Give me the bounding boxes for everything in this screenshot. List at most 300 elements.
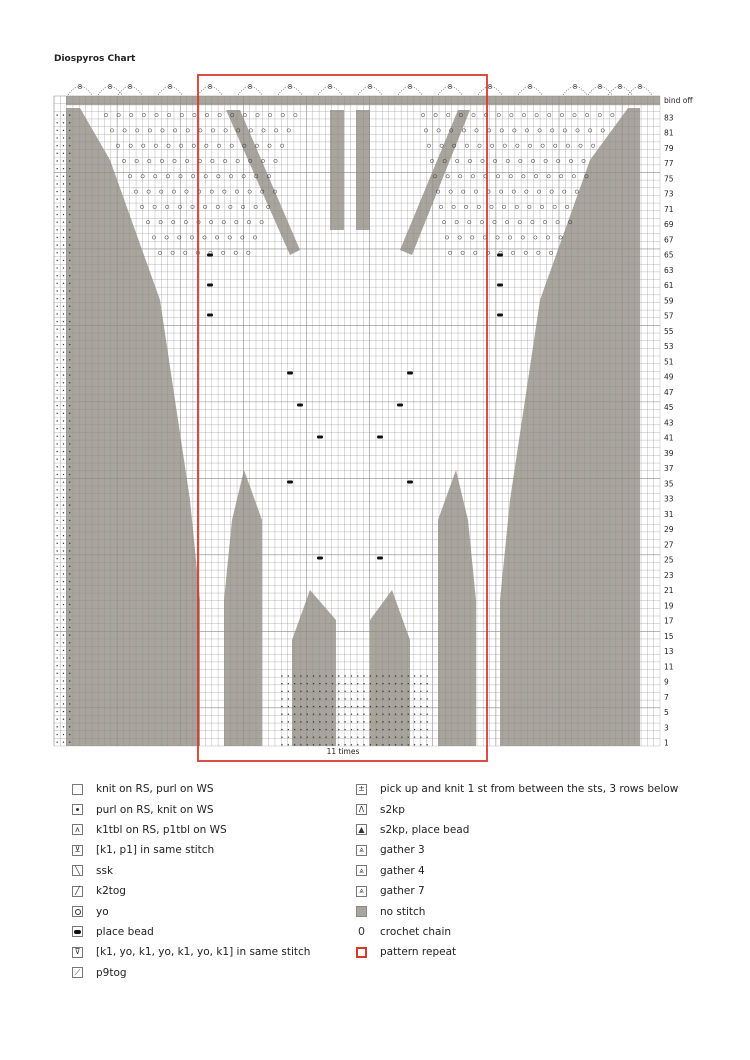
purl-stitch (63, 581, 64, 582)
purl-stitch (56, 711, 57, 712)
yo-stitch (211, 159, 214, 162)
yo-stitch (253, 236, 256, 239)
purl-stitch (281, 721, 282, 722)
purl-stitch (382, 714, 383, 715)
bead-stitch (377, 436, 383, 439)
yo-stitch (472, 113, 475, 116)
yo-stitch (446, 175, 449, 178)
purl-stitch (63, 168, 64, 169)
purl-stitch (313, 691, 314, 692)
no-stitch-left-wedge (66, 108, 200, 746)
purl-stitch (395, 691, 396, 692)
purl-stitch (426, 744, 427, 745)
purl-stitch (307, 683, 308, 684)
yo-stitch (167, 113, 170, 116)
purl-stitch (313, 683, 314, 684)
yo-stitch (515, 205, 518, 208)
legend-label: ssk (96, 864, 114, 877)
purl-stitch (63, 137, 64, 138)
purl-stitch (300, 675, 301, 676)
purl-stitch (288, 744, 289, 745)
purl-stitch (319, 729, 320, 730)
purl-stitch (69, 504, 70, 505)
purl-stitch (370, 698, 371, 699)
yo-stitch (465, 205, 468, 208)
purl-stitch (63, 344, 64, 345)
purl-stitch (63, 566, 64, 567)
legend-label: knit on RS, purl on WS (96, 783, 214, 796)
no-stitch-diagonal-2 (400, 110, 470, 255)
yo-stitch (154, 175, 157, 178)
purl-stitch (63, 634, 64, 635)
purl-stitch (69, 512, 70, 513)
purl-stitch (325, 714, 326, 715)
yo-stitch (461, 251, 464, 254)
purl-stitch (56, 244, 57, 245)
yo-stitch (205, 113, 208, 116)
purl-stitch (408, 691, 409, 692)
yo-stitch (591, 144, 594, 147)
purl-stitch (63, 489, 64, 490)
purl-stitch (63, 535, 64, 536)
purl-stitch (401, 706, 402, 707)
purl-stitch (63, 199, 64, 200)
yo-stitch (569, 159, 572, 162)
purl-stitch (357, 683, 358, 684)
yo-stitch (468, 220, 471, 223)
purl-stitch (426, 729, 427, 730)
purl-stitch (56, 520, 57, 521)
purl-stitch (414, 706, 415, 707)
purl-stitch (426, 691, 427, 692)
yo-stitch (437, 129, 440, 132)
yo-stitch (611, 113, 614, 116)
legend-label: k2tog (96, 885, 126, 898)
purl-stitch (69, 267, 70, 268)
purl-stitch (56, 443, 57, 444)
purl-stitch (63, 351, 64, 352)
purl-stitch (307, 721, 308, 722)
purl-stitch (382, 691, 383, 692)
crochet-chain-label: 8 (637, 83, 643, 91)
bead-stitch (287, 372, 293, 375)
purl-stitch (69, 535, 70, 536)
purl-stitch (325, 706, 326, 707)
yo-stitch (165, 236, 168, 239)
crochet-chain-label: 8 (487, 83, 493, 91)
yo-stitch (154, 144, 157, 147)
legend-label: pattern repeat (380, 946, 457, 959)
row-number: 63 (664, 265, 674, 275)
yo-stitch (513, 129, 516, 132)
purl-stitch (63, 512, 64, 513)
bead-stitch (317, 436, 323, 439)
yo-stitch (496, 236, 499, 239)
yo-stitch (135, 159, 138, 162)
yo-stitch (179, 144, 182, 147)
purl-stitch (69, 321, 70, 322)
purl-stitch (351, 691, 352, 692)
purl-stitch (281, 729, 282, 730)
purl-stitch (63, 336, 64, 337)
purl-stitch (69, 252, 70, 253)
purl-stitch (420, 698, 421, 699)
purl-stitch (414, 714, 415, 715)
purl-stitch (300, 744, 301, 745)
yo-stitch (535, 113, 538, 116)
row-number: 43 (664, 418, 674, 428)
purl-stitch (56, 673, 57, 674)
yo-stitch (236, 159, 239, 162)
row-number: 35 (664, 479, 674, 489)
purl-stitch (69, 428, 70, 429)
yo-stitch (241, 205, 244, 208)
legend-item (356, 881, 678, 901)
row-number: 1 (664, 738, 669, 748)
purl-stitch (63, 298, 64, 299)
purl-stitch (63, 466, 64, 467)
row-number: 75 (664, 174, 674, 184)
purl-stitch (63, 611, 64, 612)
yo-stitch (274, 159, 277, 162)
crochet-chain-label: 8 (407, 83, 413, 91)
yo-stitch (534, 175, 537, 178)
purl-stitch (389, 721, 390, 722)
row-number: 7 (664, 692, 669, 702)
yo-stitch (140, 205, 143, 208)
yo-stitch (192, 144, 195, 147)
yo-stitch (235, 220, 238, 223)
legend-item (72, 963, 310, 983)
purl-stitch (426, 714, 427, 715)
yo-stitch (130, 113, 133, 116)
yo-stitch (547, 175, 550, 178)
purl-stitch (63, 481, 64, 482)
purl-stitch (357, 736, 358, 737)
purl-stitch (408, 698, 409, 699)
yo-stitch (222, 220, 225, 223)
legend-label: pick up and knit 1 st from between the sts, 3 rows below (380, 783, 679, 796)
yo-stitch (116, 144, 119, 147)
purl-stitch (69, 329, 70, 330)
purl-stitch (370, 714, 371, 715)
row-number: 65 (664, 250, 674, 260)
purl-stitch (376, 683, 377, 684)
purl-stitch (389, 683, 390, 684)
purl-stitch (319, 691, 320, 692)
purl-stitch (63, 329, 64, 330)
legend-label: [k1, p1] in same stitch (96, 844, 215, 857)
purl-stitch (363, 744, 364, 745)
yo-stitch (178, 205, 181, 208)
legend-item (72, 840, 310, 860)
purl-stitch (56, 734, 57, 735)
purl-stitch (307, 706, 308, 707)
row-number: 79 (664, 143, 674, 153)
yo-stitch (548, 113, 551, 116)
purl-stitch (63, 267, 64, 268)
yo-stitch (522, 113, 525, 116)
purl-stitch (332, 736, 333, 737)
legend-label: s2kp, place bead (380, 823, 470, 836)
row-number: 37 (664, 464, 674, 474)
legend-item (356, 901, 678, 921)
purl-stitch (56, 466, 57, 467)
purl-stitch (63, 130, 64, 131)
purl-stitch (56, 114, 57, 115)
yo-stitch (268, 113, 271, 116)
yo-stitch (427, 144, 430, 147)
purl-stitch (56, 336, 57, 337)
yo-stitch (487, 129, 490, 132)
k2tog-icon: ╱ (72, 886, 83, 897)
yo-stitch (152, 236, 155, 239)
purl-stitch (56, 696, 57, 697)
purl-stitch (376, 675, 377, 676)
legend-item (72, 799, 310, 819)
purl-stitch (69, 650, 70, 651)
purl-stitch (408, 706, 409, 707)
row-number: 49 (664, 372, 674, 382)
row-label-bind-off: bind off (664, 96, 693, 105)
purl-stitch (63, 734, 64, 735)
bead-stitch (287, 481, 293, 484)
purl-stitch (332, 714, 333, 715)
row-number: 71 (664, 204, 674, 214)
yo-stitch (511, 251, 514, 254)
s2kp-bead-icon: ▲ (356, 824, 367, 835)
place-bead-icon (72, 926, 83, 937)
legend-item (356, 840, 678, 860)
legend-label: no stitch (380, 905, 426, 918)
yo-stitch (455, 220, 458, 223)
legend-label: yo (96, 905, 109, 918)
purl-stitch (300, 714, 301, 715)
yo-stitch (122, 159, 125, 162)
purl-stitch (56, 619, 57, 620)
purl-stitch (69, 696, 70, 697)
row-number: 21 (664, 586, 674, 596)
purl-stitch (63, 306, 64, 307)
purl-stitch (69, 199, 70, 200)
crochet-chain-icon: 0 (358, 925, 365, 939)
legend-label: gather 4 (380, 864, 425, 877)
purl-stitch (63, 237, 64, 238)
purl-stitch (313, 736, 314, 737)
yo-stitch (503, 144, 506, 147)
purl-stitch (389, 706, 390, 707)
purl-stitch (294, 736, 295, 737)
purl-stitch (69, 306, 70, 307)
purl-stitch (401, 698, 402, 699)
purl-stitch (69, 611, 70, 612)
yo-stitch (166, 175, 169, 178)
crochet-chain-label: 8 (367, 83, 373, 91)
purl-stitch (63, 176, 64, 177)
crochet-chain-label: 8 (572, 83, 578, 91)
purl-stitch (56, 558, 57, 559)
row-number: 81 (664, 128, 674, 138)
increase-7-icon: ⊽ (72, 947, 83, 958)
bead-stitch (497, 314, 503, 317)
purl-stitch (370, 675, 371, 676)
purl-stitch (344, 683, 345, 684)
purl-stitch (357, 691, 358, 692)
yo-stitch (576, 129, 579, 132)
row-number: 11 (664, 662, 674, 672)
purl-stitch (382, 675, 383, 676)
purl-stitch (69, 657, 70, 658)
purl-stitch (63, 688, 64, 689)
purl-stitch (63, 711, 64, 712)
purl-stitch (370, 729, 371, 730)
purl-stitch (56, 252, 57, 253)
legend-label: purl on RS, knit on WS (96, 803, 214, 816)
yo-stitch (585, 113, 588, 116)
purl-stitch (69, 497, 70, 498)
yo-stitch (148, 159, 151, 162)
bead-stitch (497, 254, 503, 257)
purl-stitch (363, 706, 364, 707)
purl-stitch (63, 153, 64, 154)
legend-item (72, 779, 310, 799)
purl-stitch (56, 436, 57, 437)
yo-stitch (104, 113, 107, 116)
yo-stitch (559, 236, 562, 239)
yo-stitch (280, 144, 283, 147)
purl-stitch (338, 675, 339, 676)
yo-stitch (209, 220, 212, 223)
purl-stitch (382, 706, 383, 707)
legend-label: gather 3 (380, 844, 425, 857)
purl-stitch (376, 736, 377, 737)
purl-stitch (69, 191, 70, 192)
bead-stitch (297, 404, 303, 407)
purl-stitch (307, 714, 308, 715)
purl-stitch (63, 650, 64, 651)
purl-stitch (395, 706, 396, 707)
row-number: 13 (664, 647, 674, 657)
purl-stitch (56, 397, 57, 398)
purl-stitch (63, 313, 64, 314)
yo-stitch (579, 144, 582, 147)
yo-stitch (190, 236, 193, 239)
purl-stitch (69, 153, 70, 154)
purl-stitch (63, 290, 64, 291)
no-stitch-diagonal-3 (330, 110, 344, 230)
yo-stitch (510, 113, 513, 116)
purl-stitch (344, 729, 345, 730)
purl-stitch (325, 691, 326, 692)
legend-item (72, 820, 310, 840)
yo-stitch (204, 175, 207, 178)
row-number: 19 (664, 601, 674, 611)
crochet-chain-label: 8 (247, 83, 253, 91)
no-stitch-center-left (292, 590, 336, 746)
legend-label: gather 7 (380, 885, 425, 898)
purl-stitch (376, 721, 377, 722)
purl-stitch (56, 703, 57, 704)
purl-stitch (344, 691, 345, 692)
purl-stitch (69, 122, 70, 123)
purl-stitch (63, 619, 64, 620)
purl-stitch (325, 675, 326, 676)
purl-stitch (382, 736, 383, 737)
purl-stitch (69, 275, 70, 276)
purl-stitch (420, 736, 421, 737)
yo-stitch (497, 113, 500, 116)
purl-stitch (307, 736, 308, 737)
yo-stitch (440, 144, 443, 147)
purl-stitch (69, 160, 70, 161)
purl-stitch (370, 706, 371, 707)
purl-stitch (382, 721, 383, 722)
purl-stitch (63, 420, 64, 421)
purl-stitch (56, 306, 57, 307)
legend-item (356, 779, 678, 799)
purl-stitch (69, 581, 70, 582)
crochet-chain-label: 8 (287, 83, 293, 91)
purl-stitch (313, 706, 314, 707)
yo-stitch (462, 129, 465, 132)
purl-stitch (63, 244, 64, 245)
yo-stitch (528, 205, 531, 208)
yo-stitch (153, 205, 156, 208)
yo-stitch (203, 205, 206, 208)
legend-item (356, 922, 678, 942)
purl-stitch (56, 329, 57, 330)
purl-stitch (351, 721, 352, 722)
purl-stitch (307, 698, 308, 699)
purl-stitch (300, 691, 301, 692)
crochet-chain-label: 8 (107, 83, 113, 91)
legend-label: crochet chain (380, 925, 452, 938)
purl-stitch (338, 736, 339, 737)
purl-stitch (351, 744, 352, 745)
purl-stitch (420, 744, 421, 745)
yo-stitch (480, 220, 483, 223)
yo-stitch (572, 175, 575, 178)
purl-stitch (319, 706, 320, 707)
purl-stitch (420, 675, 421, 676)
purl-stitch (69, 543, 70, 544)
p9tog-icon: ⟋ (72, 967, 83, 978)
purl-stitch (408, 721, 409, 722)
purl-stitch (401, 729, 402, 730)
gather-3-icon: ⩓ (356, 845, 367, 856)
purl-stitch (325, 698, 326, 699)
purl-stitch (338, 721, 339, 722)
purl-stitch (69, 520, 70, 521)
legend-item (356, 799, 678, 819)
yo-stitch (518, 220, 521, 223)
purl-stitch (63, 221, 64, 222)
purl-stitch (281, 675, 282, 676)
crochet-chain-label: 8 (597, 83, 603, 91)
purl-stitch (69, 145, 70, 146)
yo-stitch (554, 144, 557, 147)
purl-stitch (401, 691, 402, 692)
purl-stitch (63, 229, 64, 230)
yo-stitch (185, 159, 188, 162)
purl-stitch (56, 589, 57, 590)
yo-stitch (516, 144, 519, 147)
purl-stitch (357, 721, 358, 722)
yo-stitch (508, 236, 511, 239)
yo-stitch (541, 144, 544, 147)
yo-stitch (563, 129, 566, 132)
purl-stitch (344, 698, 345, 699)
